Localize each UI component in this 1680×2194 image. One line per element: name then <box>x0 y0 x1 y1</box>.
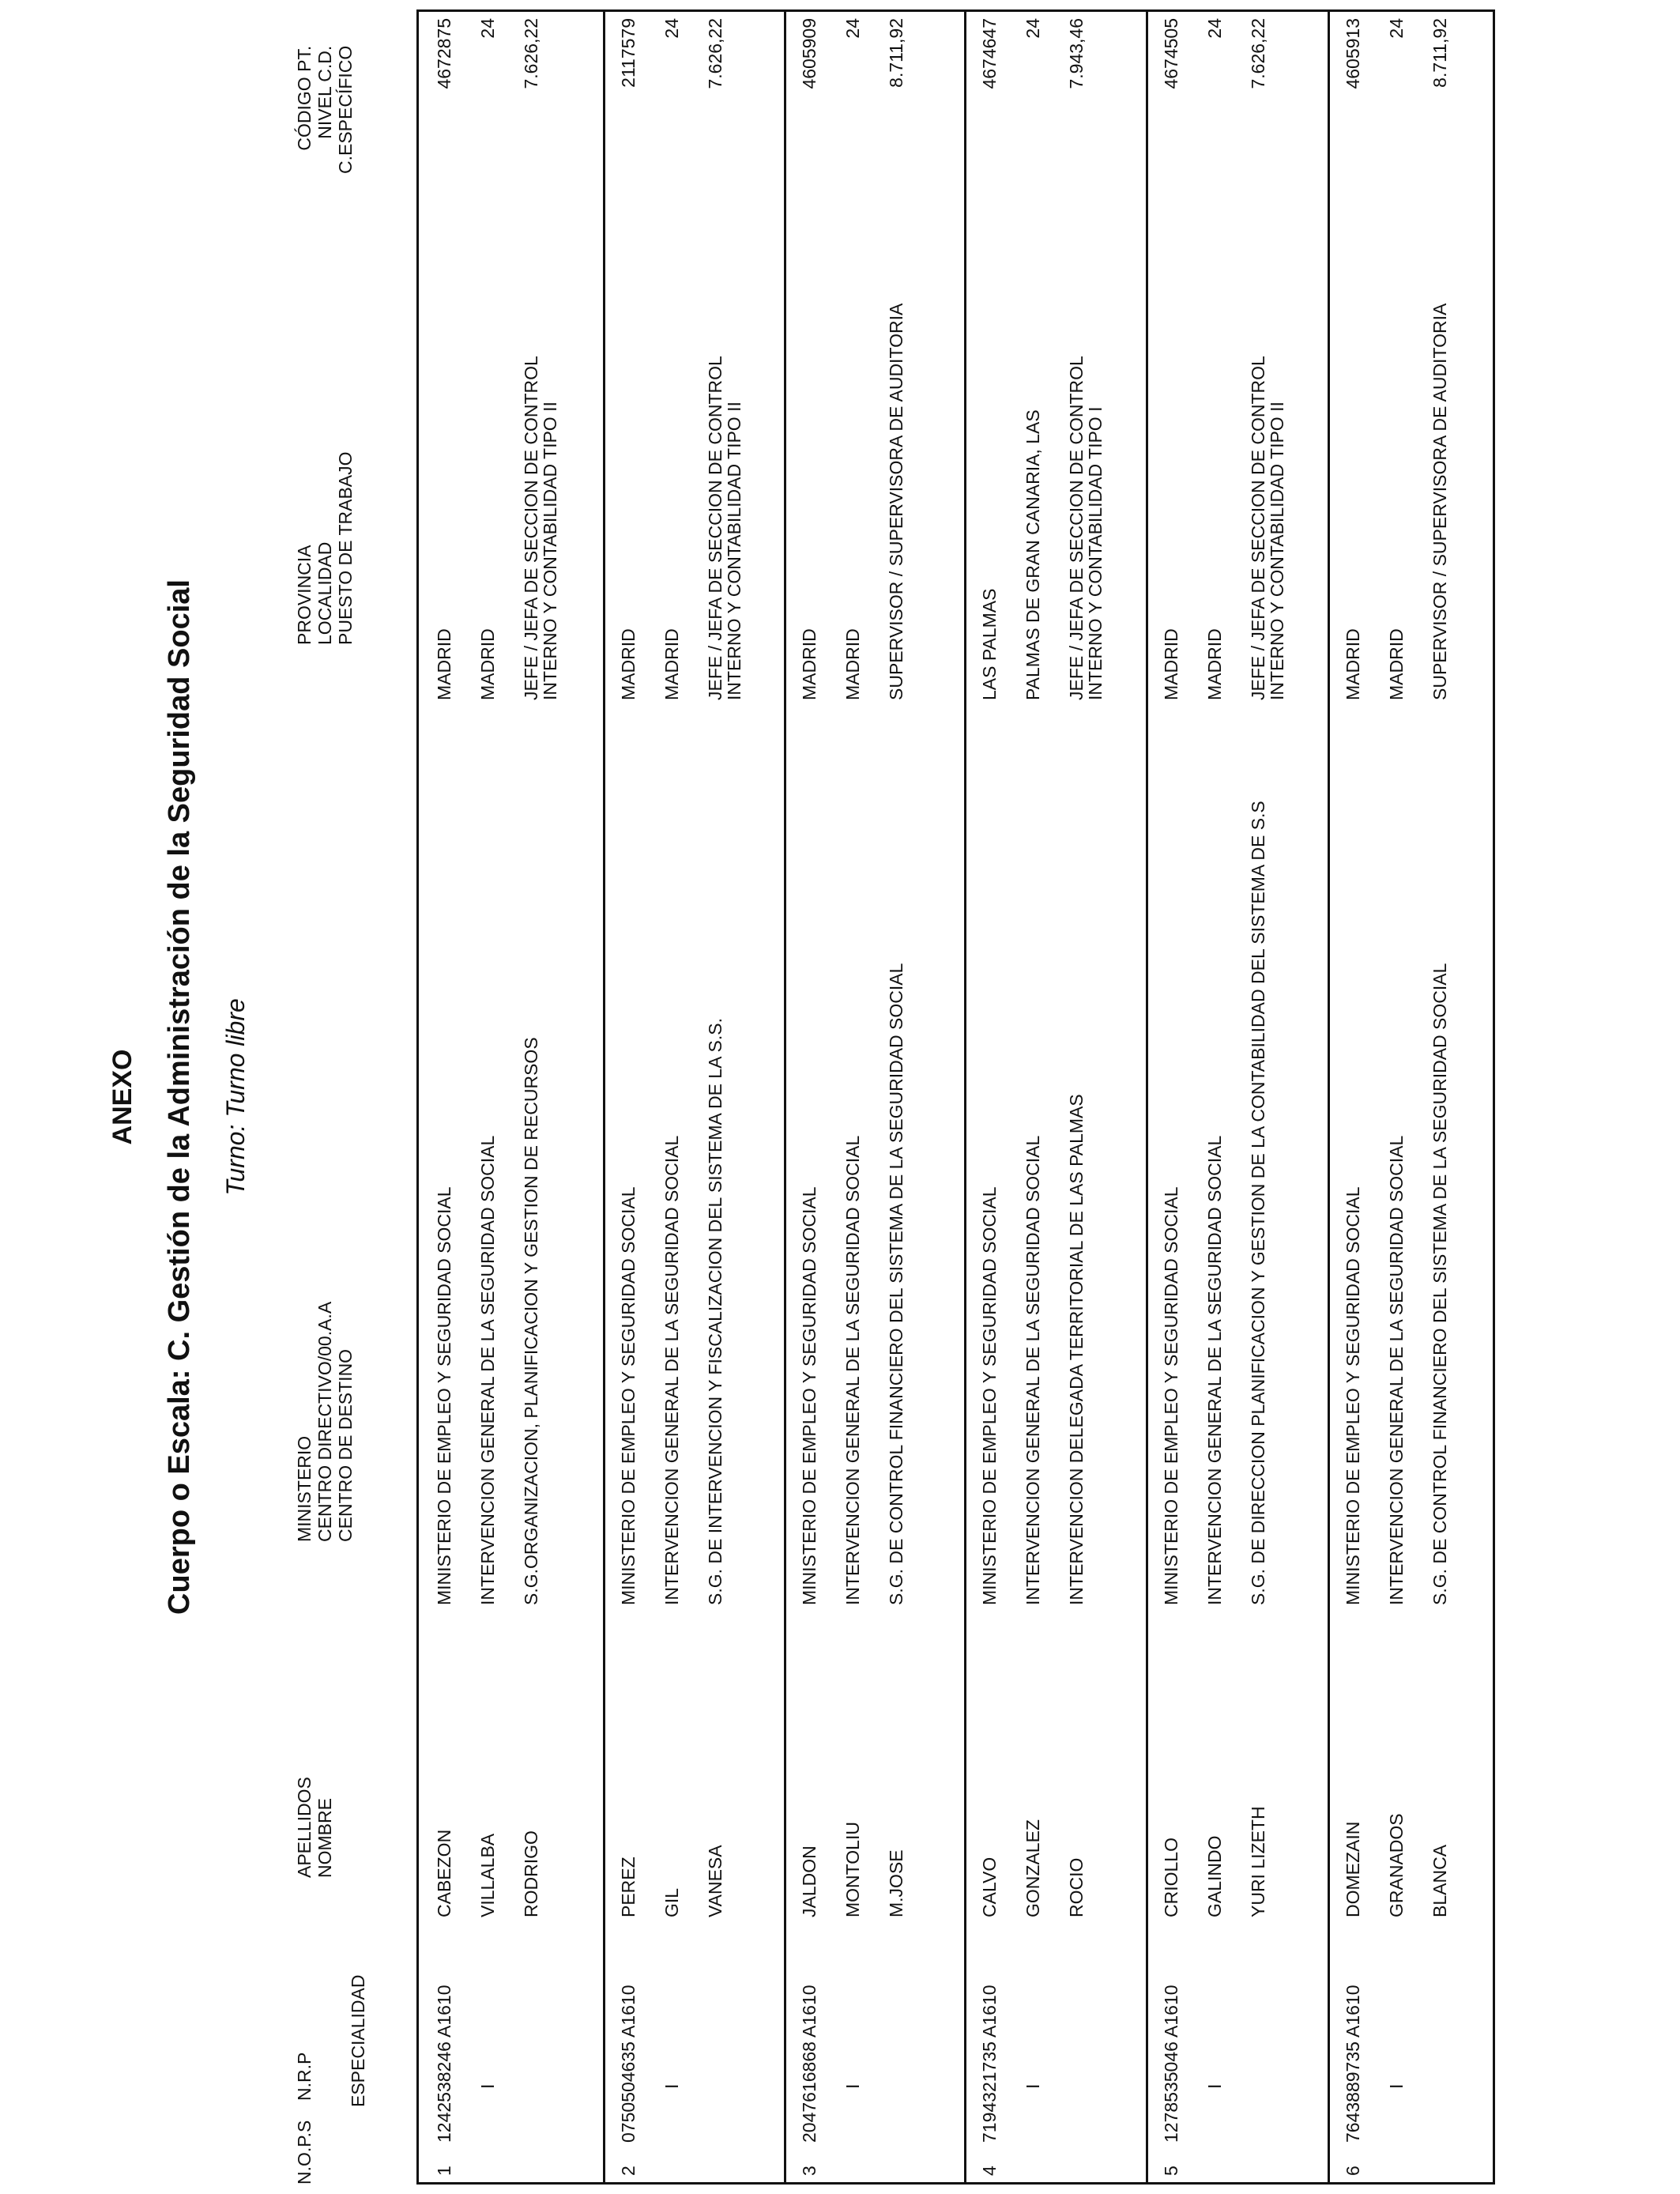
header-ministerio-group <box>294 1302 356 1542</box>
record-especifico: 8.711,92 <box>1430 18 1450 88</box>
header-centro-destino: CENTRO DE DESTINO <box>335 1348 356 1542</box>
header-nombre: NOMBRE <box>315 1798 335 1878</box>
record-apellido1: CABEZON <box>434 1829 454 1917</box>
record-puesto: SUPERVISOR / SUPERVISORA DE AUDITORIA <box>886 303 906 700</box>
record-nivel: 24 <box>1023 18 1043 39</box>
record-especifico: 8.711,92 <box>886 18 906 88</box>
record-centro-directivo: INTERVENCION GENERAL DE LA SEGURIDAD SOCIAL <box>661 1135 682 1605</box>
record-codigo: 2117579 <box>618 18 638 88</box>
record-localidad: MADRID <box>842 628 863 700</box>
record-centro-destino: INTERVENCION DELEGADA TERRITORIAL DE LAS PALMAS <box>1066 1094 1087 1605</box>
record-nombre: YURI LIZETH <box>1248 1806 1268 1917</box>
record-especifico: 7.626,22 <box>705 18 725 89</box>
record-apellido2: GIL <box>661 1887 682 1917</box>
record-codigo: 4605913 <box>1343 18 1363 89</box>
record-localidad: PALMAS DE GRAN CANARIA, LAS <box>1023 409 1043 700</box>
header-puesto: PUESTO DE TRABAJO <box>335 451 356 645</box>
record-provincia: LAS PALMAS <box>979 588 1000 700</box>
record-nombre: RODRIGO <box>521 1830 541 1917</box>
record-nrp: 2047616868 A1610 <box>799 1985 819 2143</box>
record-centro-directivo: INTERVENCION GENERAL DE LA SEGURIDAD SOCIAL <box>1204 1135 1225 1605</box>
record-ministerio: MINISTERIO DE EMPLEO Y SEGURIDAD SOCIAL <box>799 1186 819 1605</box>
header-codigo: CÓDIGO PT. <box>294 45 315 151</box>
record-centro-directivo: INTERVENCION GENERAL DE LA SEGURIDAD SOCIAL <box>1023 1135 1043 1605</box>
record-nrp: 1278535046 A1610 <box>1161 1985 1181 2143</box>
results-table <box>416 9 1495 2185</box>
header-nrp: N.R.P <box>294 2052 315 2101</box>
header-provincia-group <box>294 451 356 645</box>
record-centro-destino: S.G. DE INTERVENCION Y FISCALIZACION DEL SISTEMA DE LA S.S. <box>705 1017 725 1605</box>
record-centro-destino: S.G. DE CONTROL FINANCIERO DEL SISTEMA DE LA SEGURIDAD SOCIAL <box>1430 963 1450 1605</box>
header-codigo-group <box>294 46 356 174</box>
header-apellidos-nombre <box>294 1777 335 1878</box>
row-divider <box>784 12 786 2182</box>
record-centro-directivo: INTERVENCION GENERAL DE LA SEGURIDAD SOCIAL <box>1386 1135 1407 1605</box>
record-apellido2: GALINDO <box>1204 1835 1225 1917</box>
record-provincia: MADRID <box>1161 628 1181 700</box>
record-especifico: 7.943,46 <box>1066 18 1087 89</box>
table-row <box>784 12 964 2182</box>
record-ministerio: MINISTERIO DE EMPLEO Y SEGURIDAD SOCIAL <box>979 1186 1000 1605</box>
record-especialidad: I <box>477 2083 498 2089</box>
record-puesto: JEFE / JEFA DE SECCION DE CONTROL INTERNO Y CONTABILIDAD TIPO I <box>1066 356 1106 700</box>
record-provincia: MADRID <box>799 628 819 700</box>
record-centro-destino: S.G. DE CONTROL FINANCIERO DEL SISTEMA DE LA SEGURIDAD SOCIAL <box>886 963 906 1605</box>
document-title: ANEXO <box>107 1049 137 1145</box>
record-nops: 5 <box>1161 2166 1181 2176</box>
record-centro-destino: S.G.ORGANIZACION, PLANIFICACION Y GESTION DE RECURSOS <box>521 1037 541 1605</box>
record-nombre: M.JOSE <box>886 1849 906 1917</box>
record-apellido1: DOMEZAIN <box>1343 1821 1363 1917</box>
record-apellido2: GRANADOS <box>1386 1813 1407 1917</box>
record-nops: 3 <box>799 2166 819 2176</box>
record-nombre: ROCIO <box>1066 1857 1087 1917</box>
document-subtitle: Cuerpo o Escala: C. Gestión de la Administración de la Seguridad Social <box>163 579 196 1615</box>
header-localidad: LOCALIDAD <box>315 541 335 645</box>
record-provincia: MADRID <box>618 628 638 700</box>
record-apellido1: CALVO <box>979 1857 1000 1917</box>
record-nops: 2 <box>618 2166 638 2176</box>
record-nivel: 24 <box>1386 18 1407 39</box>
record-apellido1: JALDON <box>799 1845 819 1917</box>
header-centro-directivo: CENTRO DIRECTIVO/00.A.A <box>315 1301 335 1542</box>
record-localidad: MADRID <box>477 628 498 700</box>
record-especialidad: I <box>661 2083 682 2089</box>
record-puesto: SUPERVISOR / SUPERVISORA DE AUDITORIA <box>1430 303 1450 700</box>
record-nivel: 24 <box>477 18 498 39</box>
record-codigo: 4672875 <box>434 18 454 89</box>
record-apellido2: MONTOLIU <box>842 1822 863 1917</box>
record-apellido1: CRIOLLO <box>1161 1838 1181 1917</box>
record-localidad: MADRID <box>1204 628 1225 700</box>
record-especifico: 7.626,22 <box>1248 18 1268 89</box>
record-nivel: 24 <box>1204 18 1225 39</box>
record-provincia: MADRID <box>434 628 454 700</box>
record-centro-directivo: INTERVENCION GENERAL DE LA SEGURIDAD SOCIAL <box>477 1135 498 1605</box>
table-row <box>964 12 1146 2182</box>
header-apellidos: APELLIDOS <box>294 1777 315 1878</box>
record-especialidad: I <box>1386 2083 1407 2089</box>
record-ministerio: MINISTERIO DE EMPLEO Y SEGURIDAD SOCIAL <box>618 1186 638 1605</box>
record-centro-directivo: INTERVENCION GENERAL DE LA SEGURIDAD SOCIAL <box>842 1135 863 1605</box>
table-row <box>1146 12 1328 2182</box>
record-nrp: 1242538246 A1610 <box>434 1985 454 2143</box>
record-provincia: MADRID <box>1343 628 1363 700</box>
record-especifico: 7.626,22 <box>521 18 541 89</box>
record-ministerio: MINISTERIO DE EMPLEO Y SEGURIDAD SOCIAL <box>434 1186 454 1605</box>
row-divider <box>603 12 605 2182</box>
record-apellido1: PEREZ <box>618 1857 638 1917</box>
row-divider <box>1146 12 1148 2182</box>
record-codigo: 4674505 <box>1161 18 1181 89</box>
record-especialidad: I <box>1204 2083 1225 2089</box>
header-ministerio: MINISTERIO <box>294 1435 315 1542</box>
record-apellido2: GONZALEZ <box>1023 1819 1043 1917</box>
record-localidad: MADRID <box>661 628 682 700</box>
header-especialidad: ESPECIALIDAD <box>348 1974 368 2107</box>
table-row <box>419 12 603 2182</box>
record-ministerio: MINISTERIO DE EMPLEO Y SEGURIDAD SOCIAL <box>1161 1186 1181 1605</box>
record-puesto: JEFE / JEFA DE SECCION DE CONTROL INTERNO Y CONTABILIDAD TIPO II <box>1248 356 1287 700</box>
record-especialidad: I <box>1023 2083 1043 2089</box>
record-puesto: JEFE / JEFA DE SECCION DE CONTROL INTERNO Y CONTABILIDAD TIPO II <box>705 356 744 700</box>
record-especialidad: I <box>842 2083 863 2089</box>
record-puesto: JEFE / JEFA DE SECCION DE CONTROL INTERNO Y CONTABILIDAD TIPO II <box>521 356 560 700</box>
row-divider <box>1328 12 1330 2182</box>
record-ministerio: MINISTERIO DE EMPLEO Y SEGURIDAD SOCIAL <box>1343 1186 1363 1605</box>
record-localidad: MADRID <box>1386 628 1407 700</box>
record-nops: 4 <box>979 2166 1000 2176</box>
record-codigo: 4674647 <box>979 18 1000 89</box>
header-provincia: PROVINCIA <box>294 545 315 645</box>
record-nops: 6 <box>1343 2166 1363 2176</box>
record-nombre: VANESA <box>705 1845 725 1917</box>
header-nops: N.O.P.S <box>294 2120 315 2185</box>
record-centro-destino: S.G. DE DIRECCION PLANIFICACION Y GESTION DE LA CONTABILIDAD DEL SISTEMA DE S.S <box>1248 801 1268 1605</box>
header-nivel: NIVEL C.D. <box>315 45 335 139</box>
record-nrp: 7194321735 A1610 <box>979 1985 1000 2143</box>
record-nops: 1 <box>434 2166 454 2176</box>
record-nrp: 0750504635 A1610 <box>618 1985 638 2143</box>
record-apellido2: VILLALBA <box>477 1833 498 1917</box>
record-nrp: 7643889735 A1610 <box>1343 1985 1363 2143</box>
table-row <box>1328 12 1493 2182</box>
turno-label: Turno: Turno libre <box>221 998 250 1196</box>
header-especifico: C.ESPECÍFICO <box>335 45 356 174</box>
record-nombre: BLANCA <box>1430 1844 1450 1917</box>
record-nivel: 24 <box>661 18 682 39</box>
record-nivel: 24 <box>842 18 863 39</box>
table-row <box>603 12 784 2182</box>
row-divider <box>964 12 966 2182</box>
record-codigo: 4605909 <box>799 18 819 89</box>
